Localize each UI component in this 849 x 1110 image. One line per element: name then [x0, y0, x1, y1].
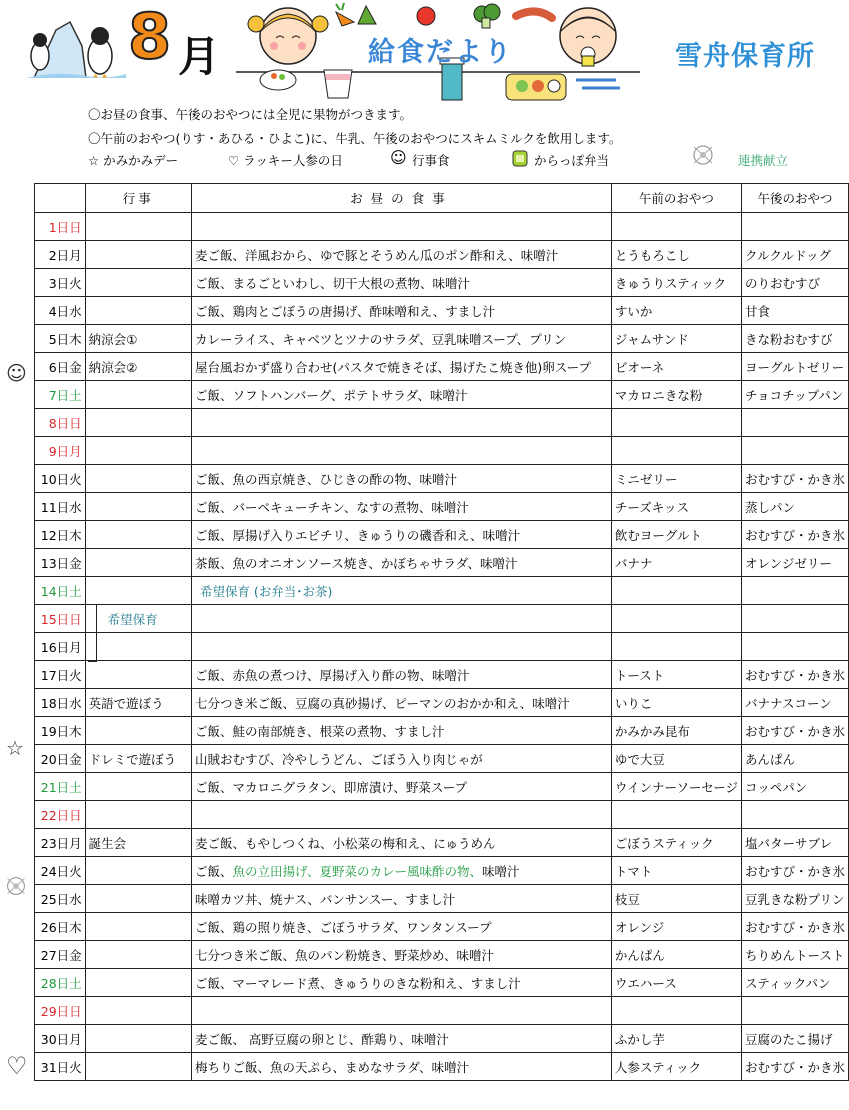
month-number: 8 — [128, 0, 172, 73]
cell-am-snack: かんぱん — [611, 941, 741, 969]
cell-lunch: 屋台風おかず盛り合わせ(パスタで焼きそば、揚げたこ焼き他)卵スープ — [191, 353, 611, 381]
table-row — [35, 1053, 849, 1081]
penguins-illustration — [26, 16, 126, 78]
cell-pm-snack: おむすび・かき氷 — [741, 857, 848, 885]
lunch-text-part: ご飯、 — [194, 863, 233, 879]
table-row — [35, 969, 849, 997]
cell-pm-snack: オレンジゼリー — [741, 549, 848, 577]
cell-am-snack — [611, 605, 741, 633]
cell-date: 14日土 — [35, 577, 86, 605]
cell-event — [85, 493, 191, 521]
cell-pm-snack: おむすび・かき氷 — [741, 521, 848, 549]
cell-pm-snack: あんぱん — [741, 745, 848, 773]
cell-pm-snack — [741, 605, 848, 633]
cell-pm-snack: ヨーグルトゼリー — [741, 353, 848, 381]
cell-lunch — [191, 857, 611, 885]
table-row — [35, 241, 849, 269]
school-name: 雪舟保育所 — [675, 41, 815, 72]
header-event: 行事 — [85, 184, 191, 213]
cell-am-snack: ごぼうスティック — [611, 829, 741, 857]
cell-event — [85, 717, 191, 745]
cell-pm-snack — [741, 409, 848, 437]
cell-event — [85, 913, 191, 941]
table-row — [35, 689, 849, 717]
cell-date: 15日日 — [35, 605, 86, 633]
cell-lunch — [191, 801, 611, 829]
table-row — [35, 829, 849, 857]
table-row — [35, 325, 849, 353]
cell-pm-snack: 豆乳きな粉プリン — [741, 885, 848, 913]
newsletter-header — [0, 0, 849, 115]
cell-pm-snack: おむすび・かき氷 — [741, 661, 848, 689]
star-icon: ☆ — [6, 736, 24, 760]
table-row — [35, 773, 849, 801]
cell-event — [85, 241, 191, 269]
header-am-snack: 午前のおやつ — [611, 184, 741, 213]
table-row — [35, 857, 849, 885]
smile-icon: ☺ — [6, 361, 27, 385]
cell-date: 4日水 — [35, 297, 86, 325]
table-row — [35, 409, 849, 437]
kibou-hoiku-bracket — [88, 604, 97, 662]
table-row — [35, 297, 849, 325]
cell-am-snack: ウインナーソーセージ — [611, 773, 741, 801]
cell-am-snack: ジャムサンド — [611, 325, 741, 353]
cell-am-snack: オレンジ — [611, 913, 741, 941]
month-kanji: 月 — [178, 32, 221, 81]
legend-kamikami: ☆ かみかみデー — [88, 153, 179, 168]
cell-pm-snack — [741, 437, 848, 465]
cell-am-snack: ミニゼリー — [611, 465, 741, 493]
cell-date: 31日火 — [35, 1053, 86, 1081]
cell-lunch — [191, 409, 611, 437]
cell-lunch — [191, 213, 611, 241]
table-row — [35, 465, 849, 493]
cell-event — [85, 633, 191, 661]
table-row — [35, 521, 849, 549]
header-lunch: お昼の食事 — [191, 184, 611, 213]
table-row — [35, 493, 849, 521]
cell-pm-snack: クルクルドッグ — [741, 241, 848, 269]
cell-pm-snack: コッペパン — [741, 773, 848, 801]
cell-pm-snack — [741, 997, 848, 1025]
cell-event — [85, 801, 191, 829]
table-row — [35, 1025, 849, 1053]
cell-event — [85, 437, 191, 465]
cell-lunch: 梅ちりご飯、魚の天ぷら、まめなサラダ、味噌汁 — [191, 1053, 611, 1081]
cell-lunch — [191, 437, 611, 465]
cell-date: 19日木 — [35, 717, 86, 745]
cell-am-snack: マカロニきな粉 — [611, 381, 741, 409]
table-row — [35, 353, 849, 381]
cell-date: 20日金 — [35, 745, 86, 773]
cell-pm-snack: おむすび・かき氷 — [741, 913, 848, 941]
cell-am-snack: かみかみ昆布 — [611, 717, 741, 745]
cell-date: 25日水 — [35, 885, 86, 913]
cell-date: 12日木 — [35, 521, 86, 549]
table-row — [35, 437, 849, 465]
cell-am-snack: きゅうりスティック — [611, 269, 741, 297]
cell-pm-snack — [741, 577, 848, 605]
cell-event — [85, 577, 191, 605]
cell-lunch: ご飯、バーベキューチキン、なすの煮物、味噌汁 — [191, 493, 611, 521]
cell-pm-snack: 蒸しパン — [741, 493, 848, 521]
legend-event-meal: 行事食 — [412, 153, 450, 168]
cell-pm-snack: おむすび・かき氷 — [741, 1053, 848, 1081]
cell-date: 7日土 — [35, 381, 86, 409]
cell-pm-snack: スティックパン — [741, 969, 848, 997]
cell-pm-snack: おむすび・かき氷 — [741, 465, 848, 493]
cell-am-snack — [611, 997, 741, 1025]
cell-am-snack: 枝豆 — [611, 885, 741, 913]
cell-event — [85, 465, 191, 493]
cell-lunch: 麦ご飯、洋風おから、ゆで豚とそうめん瓜のポン酢和え、味噌汁 — [191, 241, 611, 269]
collaboration-logo-icon — [688, 143, 718, 172]
cell-event — [85, 549, 191, 577]
table-row — [35, 605, 849, 633]
cell-am-snack: 人参スティック — [611, 1053, 741, 1081]
cell-event — [85, 521, 191, 549]
cell-date: 11日水 — [35, 493, 86, 521]
cell-event: 納涼会① — [85, 325, 191, 353]
cell-date: 16日月 — [35, 633, 86, 661]
cell-pm-snack: 豆腐のたこ揚げ — [741, 1025, 848, 1053]
cell-pm-snack: 塩バターサブレ — [741, 829, 848, 857]
table-row — [35, 997, 849, 1025]
lunch-text-part: 味噌汁 — [481, 863, 520, 879]
cell-lunch: ご飯、魚の西京焼き、ひじきの酢の物、味噌汁 — [191, 465, 611, 493]
cell-event: 誕生会 — [85, 829, 191, 857]
cell-event — [85, 661, 191, 689]
cell-date: 8日日 — [35, 409, 86, 437]
legend-collaboration-menu: 連携献立 — [738, 153, 789, 168]
cell-lunch: 茶飯、魚のオニオンソース焼き、かぼちゃサラダ、味噌汁 — [191, 549, 611, 577]
cell-date: 30日月 — [35, 1025, 86, 1053]
cell-pm-snack: ちりめんトースト — [741, 941, 848, 969]
table-row — [35, 549, 849, 577]
cell-lunch: 麦ご飯、 高野豆腐の卵とじ、酢鶏り、味噌汁 — [191, 1025, 611, 1053]
newsletter-title: 給食だより — [368, 37, 513, 68]
cell-pm-snack: チョコチップパン — [741, 381, 848, 409]
cell-date: 5日木 — [35, 325, 86, 353]
table-row — [35, 633, 849, 661]
cell-lunch: ご飯、ソフトハンバーグ、ポテトサラダ、味噌汁 — [191, 381, 611, 409]
cell-lunch: ご飯、まるごといわし、切干大根の煮物、味噌汁 — [191, 269, 611, 297]
cell-am-snack: すいか — [611, 297, 741, 325]
cell-am-snack: ふかし芋 — [611, 1025, 741, 1053]
cell-lunch — [191, 997, 611, 1025]
cell-event — [85, 409, 191, 437]
cell-date: 26日木 — [35, 913, 86, 941]
cell-event: 納涼会② — [85, 353, 191, 381]
table-header-row — [35, 184, 849, 213]
table-row — [35, 913, 849, 941]
cell-date: 10日火 — [35, 465, 86, 493]
cell-lunch: ご飯、赤魚の煮つけ、厚揚げ入り酢の物、味噌汁 — [191, 661, 611, 689]
cell-date: 17日火 — [35, 661, 86, 689]
cell-event — [85, 969, 191, 997]
cell-date: 28日土 — [35, 969, 86, 997]
cell-lunch: 七分つき米ご飯、豆腐の真砂揚げ、ピーマンのおかか和え、味噌汁 — [191, 689, 611, 717]
header-date — [35, 184, 86, 213]
table-row — [35, 577, 849, 605]
menu-table — [34, 183, 849, 1081]
cell-am-snack: チーズキッス — [611, 493, 741, 521]
cell-event: 英語で遊ぼう — [85, 689, 191, 717]
cell-event: ドレミで遊ぼう — [85, 745, 191, 773]
table-row — [35, 801, 849, 829]
cell-pm-snack: バナナスコーン — [741, 689, 848, 717]
cell-am-snack: ゆで大豆 — [611, 745, 741, 773]
cell-am-snack: バナナ — [611, 549, 741, 577]
cell-am-snack: トマト — [611, 857, 741, 885]
cell-lunch: ご飯、鶏肉とごぼうの唐揚げ、酢味噌和え、すまし汁 — [191, 297, 611, 325]
cell-am-snack: 飲むヨーグルト — [611, 521, 741, 549]
cell-event — [85, 1053, 191, 1081]
cell-am-snack — [611, 409, 741, 437]
table-row — [35, 885, 849, 913]
cell-event — [85, 269, 191, 297]
cell-event — [85, 997, 191, 1025]
cell-date: 9日月 — [35, 437, 86, 465]
cell-am-snack — [611, 213, 741, 241]
cell-event — [85, 381, 191, 409]
legend — [88, 147, 828, 171]
cell-lunch: 味噌カツ丼、焼ナス、バンサンスー、すまし汁 — [191, 885, 611, 913]
cell-date: 3日火 — [35, 269, 86, 297]
cell-event — [85, 857, 191, 885]
cell-date: 6日金 — [35, 353, 86, 381]
cell-lunch — [191, 605, 611, 633]
notes-block — [88, 103, 621, 151]
cell-lunch: 七分つき米ご飯、魚のパン粉焼き、野菜炒め、味噌汁 — [191, 941, 611, 969]
cell-event — [85, 885, 191, 913]
menu-table-body — [35, 213, 849, 1081]
cell-am-snack — [611, 801, 741, 829]
cell-lunch: ご飯、厚揚げ入りエビチリ、きゅうりの磯香和え、味噌汁 — [191, 521, 611, 549]
collaboration-logo-icon — [2, 874, 30, 905]
cell-lunch: 希望保育 (お弁当･お茶) — [191, 577, 611, 605]
cell-lunch: ご飯、鶏の照り焼き、ごぼうサラダ、ワンタンスープ — [191, 913, 611, 941]
lunch-text-part: 魚の立田揚げ、夏野菜のカレー風味酢の物、 — [232, 863, 482, 879]
table-row — [35, 717, 849, 745]
cell-event — [85, 941, 191, 969]
cell-event — [85, 773, 191, 801]
table-row — [35, 745, 849, 773]
legend-empty-bento: からっぽ弁当 — [534, 153, 610, 168]
header-pm-snack: 午後のおやつ — [741, 184, 848, 213]
table-row — [35, 941, 849, 969]
cell-date: 22日日 — [35, 801, 86, 829]
table-row — [35, 213, 849, 241]
cell-pm-snack: のりおむすび — [741, 269, 848, 297]
cell-date: 13日金 — [35, 549, 86, 577]
cell-am-snack — [611, 577, 741, 605]
cell-date: 1日日 — [35, 213, 86, 241]
cell-pm-snack — [741, 801, 848, 829]
table-row — [35, 381, 849, 409]
cell-pm-snack: 甘食 — [741, 297, 848, 325]
cell-event — [85, 1025, 191, 1053]
cell-lunch: ご飯、マカロニグラタン、即席漬け、野菜スープ — [191, 773, 611, 801]
cell-date: 2日月 — [35, 241, 86, 269]
note-line: 〇午前のおやつ(りす・あひる・ひよこ)に、牛乳、午後のおやつにスキムミルクを飲用します。 — [88, 131, 622, 146]
cell-lunch: ご飯、鮭の南部焼き、根菜の煮物、すまし汁 — [191, 717, 611, 745]
heart-icon: ♡ — [6, 1052, 28, 1080]
note-line: 〇お昼の食事、午後のおやつには全児に果物がつきます。 — [88, 107, 413, 122]
cell-am-snack — [611, 633, 741, 661]
cell-date: 18日水 — [35, 689, 86, 717]
cell-pm-snack — [741, 633, 848, 661]
cell-date: 24日火 — [35, 857, 86, 885]
cell-date: 21日土 — [35, 773, 86, 801]
cell-am-snack: とうもろこし — [611, 241, 741, 269]
cell-date: 27日金 — [35, 941, 86, 969]
cell-am-snack: ウエハース — [611, 969, 741, 997]
cell-pm-snack: きな粉おむすび — [741, 325, 848, 353]
cell-lunch: カレーライス、キャベツとツナのサラダ、豆乳味噌スープ、プリン — [191, 325, 611, 353]
cell-date: 23日月 — [35, 829, 86, 857]
legend-lucky-carrot: ♡ ラッキー人参の日 — [228, 153, 343, 168]
cell-lunch: 麦ご飯、もやしつくね、小松菜の梅和え、にゅうめん — [191, 829, 611, 857]
table-row — [35, 661, 849, 689]
cell-event: 希望保育 — [85, 605, 191, 633]
cell-pm-snack — [741, 213, 848, 241]
table-row — [35, 269, 849, 297]
cell-am-snack — [611, 437, 741, 465]
bento-box-icon — [512, 149, 528, 170]
cell-lunch: 山賊おむすび、冷やしうどん、ごぼう入り肉じゃが — [191, 745, 611, 773]
cell-am-snack: いりこ — [611, 689, 741, 717]
smile-icon: ☺ — [390, 148, 407, 167]
cell-date: 29日日 — [35, 997, 86, 1025]
cell-event — [85, 297, 191, 325]
cell-am-snack: トースト — [611, 661, 741, 689]
cell-lunch — [191, 633, 611, 661]
cell-pm-snack: おむすび・かき氷 — [741, 717, 848, 745]
cell-am-snack: ビオーネ — [611, 353, 741, 381]
cell-event — [85, 213, 191, 241]
cell-lunch: ご飯、マーマレード煮、きゅうりのきな粉和え、すまし汁 — [191, 969, 611, 997]
